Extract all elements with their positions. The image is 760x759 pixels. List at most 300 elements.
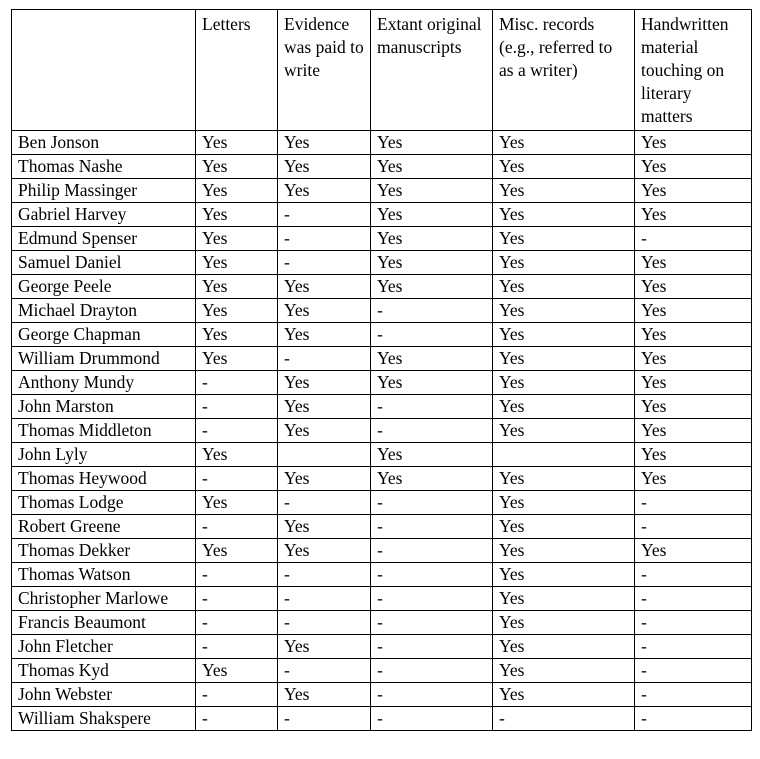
extant-manuscripts-cell-text: - <box>377 588 383 608</box>
handwritten-material-cell <box>635 275 752 299</box>
table-body <box>12 131 752 731</box>
author-name-cell <box>12 635 196 659</box>
handwritten-material-cell-text: Yes <box>641 204 667 224</box>
evidence-paid-cell-text: Yes <box>284 300 310 320</box>
evidence-paid-cell <box>278 131 371 155</box>
handwritten-material-cell-text: - <box>641 708 647 728</box>
letters-cell-text: - <box>202 372 208 392</box>
author-name-cell <box>12 179 196 203</box>
misc-records-cell-text: Yes <box>499 516 525 536</box>
header-handwritten-material: Handwritten material touching on literary matters <box>635 10 752 131</box>
extant-manuscripts-cell-text: - <box>377 636 383 656</box>
author-name-cell-text: John Marston <box>18 396 114 416</box>
table-row <box>12 419 752 443</box>
table-row <box>12 563 752 587</box>
evidence-paid-cell <box>278 203 371 227</box>
evidence-paid-cell <box>278 179 371 203</box>
extant-manuscripts-cell-text: Yes <box>377 204 403 224</box>
misc-records-cell-text: Yes <box>499 300 525 320</box>
extant-manuscripts-cell <box>371 467 493 491</box>
evidence-paid-cell-text: - <box>284 228 290 248</box>
evidence-paid-cell-text: Yes <box>284 372 310 392</box>
extant-manuscripts-cell <box>371 227 493 251</box>
author-name-cell <box>12 539 196 563</box>
evidence-paid-cell-text: Yes <box>284 540 310 560</box>
author-name-cell-text: Thomas Watson <box>18 564 131 584</box>
evidence-paid-cell-text: Yes <box>284 180 310 200</box>
letters-cell <box>196 155 278 179</box>
handwritten-material-cell-text: - <box>641 516 647 536</box>
evidence-paid-cell <box>278 587 371 611</box>
extant-manuscripts-cell-text: - <box>377 420 383 440</box>
extant-manuscripts-cell <box>371 491 493 515</box>
letters-cell <box>196 659 278 683</box>
handwritten-material-cell-text: Yes <box>641 276 667 296</box>
extant-manuscripts-cell <box>371 419 493 443</box>
extant-manuscripts-cell <box>371 563 493 587</box>
letters-cell <box>196 251 278 275</box>
handwritten-material-cell-text: Yes <box>641 348 667 368</box>
evidence-paid-cell <box>278 371 371 395</box>
table-row <box>12 467 752 491</box>
header-corner-cell <box>12 10 196 131</box>
table-row <box>12 371 752 395</box>
handwritten-material-cell <box>635 443 752 467</box>
handwritten-material-cell-text: Yes <box>641 420 667 440</box>
extant-manuscripts-cell <box>371 179 493 203</box>
extant-manuscripts-cell-text: Yes <box>377 444 403 464</box>
handwritten-material-cell <box>635 659 752 683</box>
handwritten-material-cell-text: Yes <box>641 324 667 344</box>
evidence-paid-cell-text: - <box>284 252 290 272</box>
misc-records-cell-text: Yes <box>499 372 525 392</box>
misc-records-cell <box>493 251 635 275</box>
letters-cell-text: Yes <box>202 300 228 320</box>
evidence-paid-cell-text: - <box>284 348 290 368</box>
extant-manuscripts-cell <box>371 683 493 707</box>
extant-manuscripts-cell-text: Yes <box>377 180 403 200</box>
handwritten-material-cell <box>635 155 752 179</box>
letters-cell <box>196 347 278 371</box>
evidence-paid-cell-text: Yes <box>284 276 310 296</box>
handwritten-material-cell <box>635 611 752 635</box>
table-row <box>12 179 752 203</box>
evidence-paid-cell <box>278 275 371 299</box>
table-row <box>12 275 752 299</box>
table-row <box>12 347 752 371</box>
extant-manuscripts-cell <box>371 515 493 539</box>
letters-cell-text: Yes <box>202 180 228 200</box>
letters-cell-text: - <box>202 636 208 656</box>
letters-cell <box>196 371 278 395</box>
extant-manuscripts-cell <box>371 587 493 611</box>
evidence-paid-cell <box>278 155 371 179</box>
extant-manuscripts-cell-text: Yes <box>377 468 403 488</box>
extant-manuscripts-cell-text: - <box>377 564 383 584</box>
author-name-cell-text: Ben Jonson <box>18 132 100 152</box>
table-row <box>12 611 752 635</box>
extant-manuscripts-cell-text: - <box>377 684 383 704</box>
misc-records-cell-text: Yes <box>499 420 525 440</box>
misc-records-cell-text: Yes <box>499 324 525 344</box>
extant-manuscripts-cell <box>371 371 493 395</box>
extant-manuscripts-cell-text: - <box>377 708 383 728</box>
author-name-cell-text: Thomas Nashe <box>18 156 123 176</box>
author-name-cell-text: Samuel Daniel <box>18 252 122 272</box>
header-row <box>12 10 752 131</box>
table-row <box>12 155 752 179</box>
handwritten-material-cell <box>635 635 752 659</box>
handwritten-material-cell-text: - <box>641 636 647 656</box>
author-name-cell <box>12 299 196 323</box>
handwritten-material-cell-text: - <box>641 660 647 680</box>
extant-manuscripts-cell-text: Yes <box>377 132 403 152</box>
letters-cell-text: Yes <box>202 204 228 224</box>
misc-records-cell-text: Yes <box>499 636 525 656</box>
evidence-paid-cell <box>278 563 371 587</box>
author-name-cell-text: Gabriel Harvey <box>18 204 127 224</box>
evidence-paid-cell <box>278 491 371 515</box>
author-name-cell <box>12 323 196 347</box>
misc-records-cell-text: Yes <box>499 252 525 272</box>
author-name-cell-text: John Webster <box>18 684 113 704</box>
table-row <box>12 491 752 515</box>
author-name-cell <box>12 203 196 227</box>
author-name-cell <box>12 611 196 635</box>
letters-cell <box>196 539 278 563</box>
misc-records-cell-text: - <box>499 708 505 728</box>
evidence-paid-cell-text: Yes <box>284 636 310 656</box>
misc-records-cell <box>493 491 635 515</box>
table-row <box>12 443 752 467</box>
author-name-cell <box>12 227 196 251</box>
letters-cell <box>196 395 278 419</box>
letters-cell-text: Yes <box>202 492 228 512</box>
author-name-cell-text: Christopher Marlowe <box>18 588 169 608</box>
extant-manuscripts-cell <box>371 539 493 563</box>
extant-manuscripts-cell <box>371 347 493 371</box>
extant-manuscripts-cell <box>371 251 493 275</box>
evidence-paid-cell-text: Yes <box>284 468 310 488</box>
author-name-cell <box>12 251 196 275</box>
author-name-cell-text: William Shakspere <box>18 708 151 728</box>
letters-cell-text: - <box>202 612 208 632</box>
handwritten-material-cell-text: Yes <box>641 132 667 152</box>
handwritten-material-cell <box>635 707 752 731</box>
misc-records-cell <box>493 683 635 707</box>
evidence-paid-cell-text: Yes <box>284 684 310 704</box>
misc-records-cell <box>493 227 635 251</box>
misc-records-cell <box>493 347 635 371</box>
extant-manuscripts-cell <box>371 635 493 659</box>
evidence-paid-cell <box>278 515 371 539</box>
author-name-cell <box>12 395 196 419</box>
handwritten-material-cell <box>635 539 752 563</box>
handwritten-material-cell-text: - <box>641 564 647 584</box>
evidence-paid-cell <box>278 683 371 707</box>
author-name-cell-text: George Peele <box>18 276 112 296</box>
letters-cell <box>196 467 278 491</box>
misc-records-cell <box>493 203 635 227</box>
author-name-cell <box>12 707 196 731</box>
extant-manuscripts-cell <box>371 299 493 323</box>
handwritten-material-cell <box>635 515 752 539</box>
misc-records-cell-text: Yes <box>499 564 525 584</box>
misc-records-cell <box>493 539 635 563</box>
evidence-paid-cell <box>278 395 371 419</box>
letters-cell-text: Yes <box>202 540 228 560</box>
header-extant-manuscripts: Extant original manuscripts <box>371 10 493 131</box>
author-name-cell <box>12 659 196 683</box>
author-name-cell-text: Thomas Dekker <box>18 540 131 560</box>
letters-cell-text: Yes <box>202 252 228 272</box>
letters-cell-text: - <box>202 516 208 536</box>
misc-records-cell <box>493 275 635 299</box>
author-name-cell <box>12 347 196 371</box>
handwritten-material-cell <box>635 131 752 155</box>
handwritten-material-cell <box>635 323 752 347</box>
misc-records-cell <box>493 371 635 395</box>
handwritten-material-cell <box>635 683 752 707</box>
evidence-paid-cell <box>278 635 371 659</box>
table-row <box>12 683 752 707</box>
author-name-cell-text: Philip Massinger <box>18 180 138 200</box>
letters-cell <box>196 587 278 611</box>
letters-cell-text: Yes <box>202 324 228 344</box>
handwritten-material-cell-text: Yes <box>641 396 667 416</box>
author-name-cell <box>12 491 196 515</box>
author-name-cell-text: John Fletcher <box>18 636 113 656</box>
misc-records-cell-text: Yes <box>499 684 525 704</box>
author-name-cell <box>12 371 196 395</box>
handwritten-material-cell-text: - <box>641 588 647 608</box>
table-row <box>12 203 752 227</box>
misc-records-cell <box>493 155 635 179</box>
letters-cell-text: Yes <box>202 348 228 368</box>
table-row <box>12 227 752 251</box>
table-row <box>12 659 752 683</box>
extant-manuscripts-cell <box>371 707 493 731</box>
handwritten-material-cell-text: Yes <box>641 252 667 272</box>
extant-manuscripts-cell-text: - <box>377 324 383 344</box>
author-name-cell-text: George Chapman <box>18 324 141 344</box>
table-row <box>12 635 752 659</box>
letters-cell-text: Yes <box>202 228 228 248</box>
misc-records-cell <box>493 443 635 467</box>
extant-manuscripts-cell <box>371 443 493 467</box>
handwritten-material-cell <box>635 467 752 491</box>
misc-records-cell <box>493 179 635 203</box>
misc-records-cell <box>493 299 635 323</box>
evidence-paid-cell <box>278 707 371 731</box>
author-name-cell <box>12 563 196 587</box>
author-name-cell-text: John Lyly <box>18 444 88 464</box>
author-name-cell <box>12 515 196 539</box>
handwritten-material-cell <box>635 491 752 515</box>
evidence-paid-cell <box>278 611 371 635</box>
handwritten-material-cell <box>635 179 752 203</box>
letters-cell <box>196 515 278 539</box>
table-row <box>12 299 752 323</box>
misc-records-cell <box>493 131 635 155</box>
letters-cell-text: - <box>202 684 208 704</box>
extant-manuscripts-cell <box>371 155 493 179</box>
letters-cell-text: Yes <box>202 156 228 176</box>
letters-cell <box>196 131 278 155</box>
letters-cell-text: Yes <box>202 660 228 680</box>
author-name-cell <box>12 443 196 467</box>
letters-cell-text: Yes <box>202 132 228 152</box>
evidence-paid-cell-text: - <box>284 612 290 632</box>
evidence-paid-cell <box>278 299 371 323</box>
author-name-cell <box>12 587 196 611</box>
extant-manuscripts-cell-text: Yes <box>377 372 403 392</box>
table-row <box>12 515 752 539</box>
table-row <box>12 539 752 563</box>
author-name-cell-text: Anthony Mundy <box>18 372 135 392</box>
letters-cell <box>196 707 278 731</box>
letters-cell <box>196 683 278 707</box>
author-name-cell <box>12 683 196 707</box>
table-row <box>12 323 752 347</box>
misc-records-cell-text: Yes <box>499 612 525 632</box>
misc-records-cell <box>493 587 635 611</box>
handwritten-material-cell-text: Yes <box>641 468 667 488</box>
extant-manuscripts-cell-text: - <box>377 660 383 680</box>
evidence-paid-cell-text: Yes <box>284 396 310 416</box>
misc-records-cell-text: Yes <box>499 204 525 224</box>
misc-records-cell-text: Yes <box>499 468 525 488</box>
header-letters: Letters <box>196 10 278 131</box>
misc-records-cell-text: Yes <box>499 348 525 368</box>
extant-manuscripts-cell-text: Yes <box>377 252 403 272</box>
letters-cell-text: - <box>202 396 208 416</box>
extant-manuscripts-cell-text: - <box>377 492 383 512</box>
handwritten-material-cell <box>635 299 752 323</box>
extant-manuscripts-cell-text: - <box>377 300 383 320</box>
extant-manuscripts-cell-text: - <box>377 516 383 536</box>
evidence-paid-cell-text: Yes <box>284 420 310 440</box>
extant-manuscripts-cell <box>371 659 493 683</box>
handwritten-material-cell <box>635 227 752 251</box>
table-row <box>12 251 752 275</box>
table-row <box>12 395 752 419</box>
handwritten-material-cell <box>635 251 752 275</box>
evidence-paid-cell-text: Yes <box>284 132 310 152</box>
evidence-paid-cell <box>278 347 371 371</box>
letters-cell <box>196 443 278 467</box>
evidence-paid-cell-text: - <box>284 588 290 608</box>
extant-manuscripts-cell-text: Yes <box>377 276 403 296</box>
letters-cell <box>196 203 278 227</box>
letters-cell-text: - <box>202 708 208 728</box>
extant-manuscripts-cell-text: Yes <box>377 156 403 176</box>
misc-records-cell <box>493 707 635 731</box>
letters-cell <box>196 419 278 443</box>
misc-records-cell <box>493 635 635 659</box>
handwritten-material-cell <box>635 203 752 227</box>
handwritten-material-cell <box>635 419 752 443</box>
author-name-cell-text: William Drummond <box>18 348 160 368</box>
extant-manuscripts-cell-text: Yes <box>377 228 403 248</box>
handwritten-material-cell <box>635 563 752 587</box>
author-name-cell <box>12 275 196 299</box>
author-name-cell-text: Thomas Kyd <box>18 660 109 680</box>
letters-cell-text: - <box>202 564 208 584</box>
author-name-cell <box>12 467 196 491</box>
extant-manuscripts-cell <box>371 275 493 299</box>
letters-cell-text: Yes <box>202 276 228 296</box>
evidence-paid-cell <box>278 227 371 251</box>
author-name-cell-text: Francis Beaumont <box>18 612 146 632</box>
author-name-cell-text: Michael Drayton <box>18 300 138 320</box>
misc-records-cell-text: Yes <box>499 132 525 152</box>
header-evidence-paid: Evidence was paid to write <box>278 10 371 131</box>
misc-records-cell <box>493 515 635 539</box>
misc-records-cell-text: Yes <box>499 540 525 560</box>
author-name-cell <box>12 155 196 179</box>
table-row <box>12 707 752 731</box>
author-name-cell <box>12 419 196 443</box>
evidence-paid-cell-text: - <box>284 492 290 512</box>
letters-cell <box>196 179 278 203</box>
handwritten-material-cell-text: Yes <box>641 444 667 464</box>
handwritten-material-cell-text: - <box>641 684 647 704</box>
misc-records-cell <box>493 395 635 419</box>
handwritten-material-cell <box>635 347 752 371</box>
misc-records-cell <box>493 419 635 443</box>
misc-records-cell-text: Yes <box>499 396 525 416</box>
extant-manuscripts-cell-text: - <box>377 396 383 416</box>
misc-records-cell-text: Yes <box>499 588 525 608</box>
table-row <box>12 587 752 611</box>
letters-cell <box>196 275 278 299</box>
evidence-paid-cell-text: Yes <box>284 156 310 176</box>
extant-manuscripts-cell-text: Yes <box>377 348 403 368</box>
handwritten-material-cell-text: Yes <box>641 300 667 320</box>
evidence-paid-cell <box>278 659 371 683</box>
extant-manuscripts-cell <box>371 323 493 347</box>
misc-records-cell <box>493 659 635 683</box>
letters-cell <box>196 563 278 587</box>
extant-manuscripts-cell-text: - <box>377 540 383 560</box>
handwritten-material-cell-text: Yes <box>641 540 667 560</box>
letters-cell-text: - <box>202 588 208 608</box>
extant-manuscripts-cell <box>371 611 493 635</box>
evidence-paid-cell-text: - <box>284 204 290 224</box>
handwritten-material-cell-text: Yes <box>641 372 667 392</box>
letters-cell-text: Yes <box>202 444 228 464</box>
misc-records-cell <box>493 323 635 347</box>
extant-manuscripts-cell <box>371 395 493 419</box>
handwritten-material-cell-text: Yes <box>641 180 667 200</box>
evidence-paid-cell-text: - <box>284 660 290 680</box>
evidence-paid-cell <box>278 467 371 491</box>
author-name-cell-text: Thomas Middleton <box>18 420 152 440</box>
table-row <box>12 131 752 155</box>
extant-manuscripts-cell <box>371 203 493 227</box>
evidence-paid-cell <box>278 443 371 467</box>
misc-records-cell-text: Yes <box>499 228 525 248</box>
misc-records-cell-text: Yes <box>499 660 525 680</box>
evidence-paid-cell <box>278 251 371 275</box>
author-name-cell-text: Edmund Spenser <box>18 228 138 248</box>
handwritten-material-cell-text: Yes <box>641 156 667 176</box>
handwritten-material-cell-text: - <box>641 612 647 632</box>
letters-cell <box>196 635 278 659</box>
evidence-paid-cell <box>278 419 371 443</box>
evidence-paid-cell <box>278 323 371 347</box>
